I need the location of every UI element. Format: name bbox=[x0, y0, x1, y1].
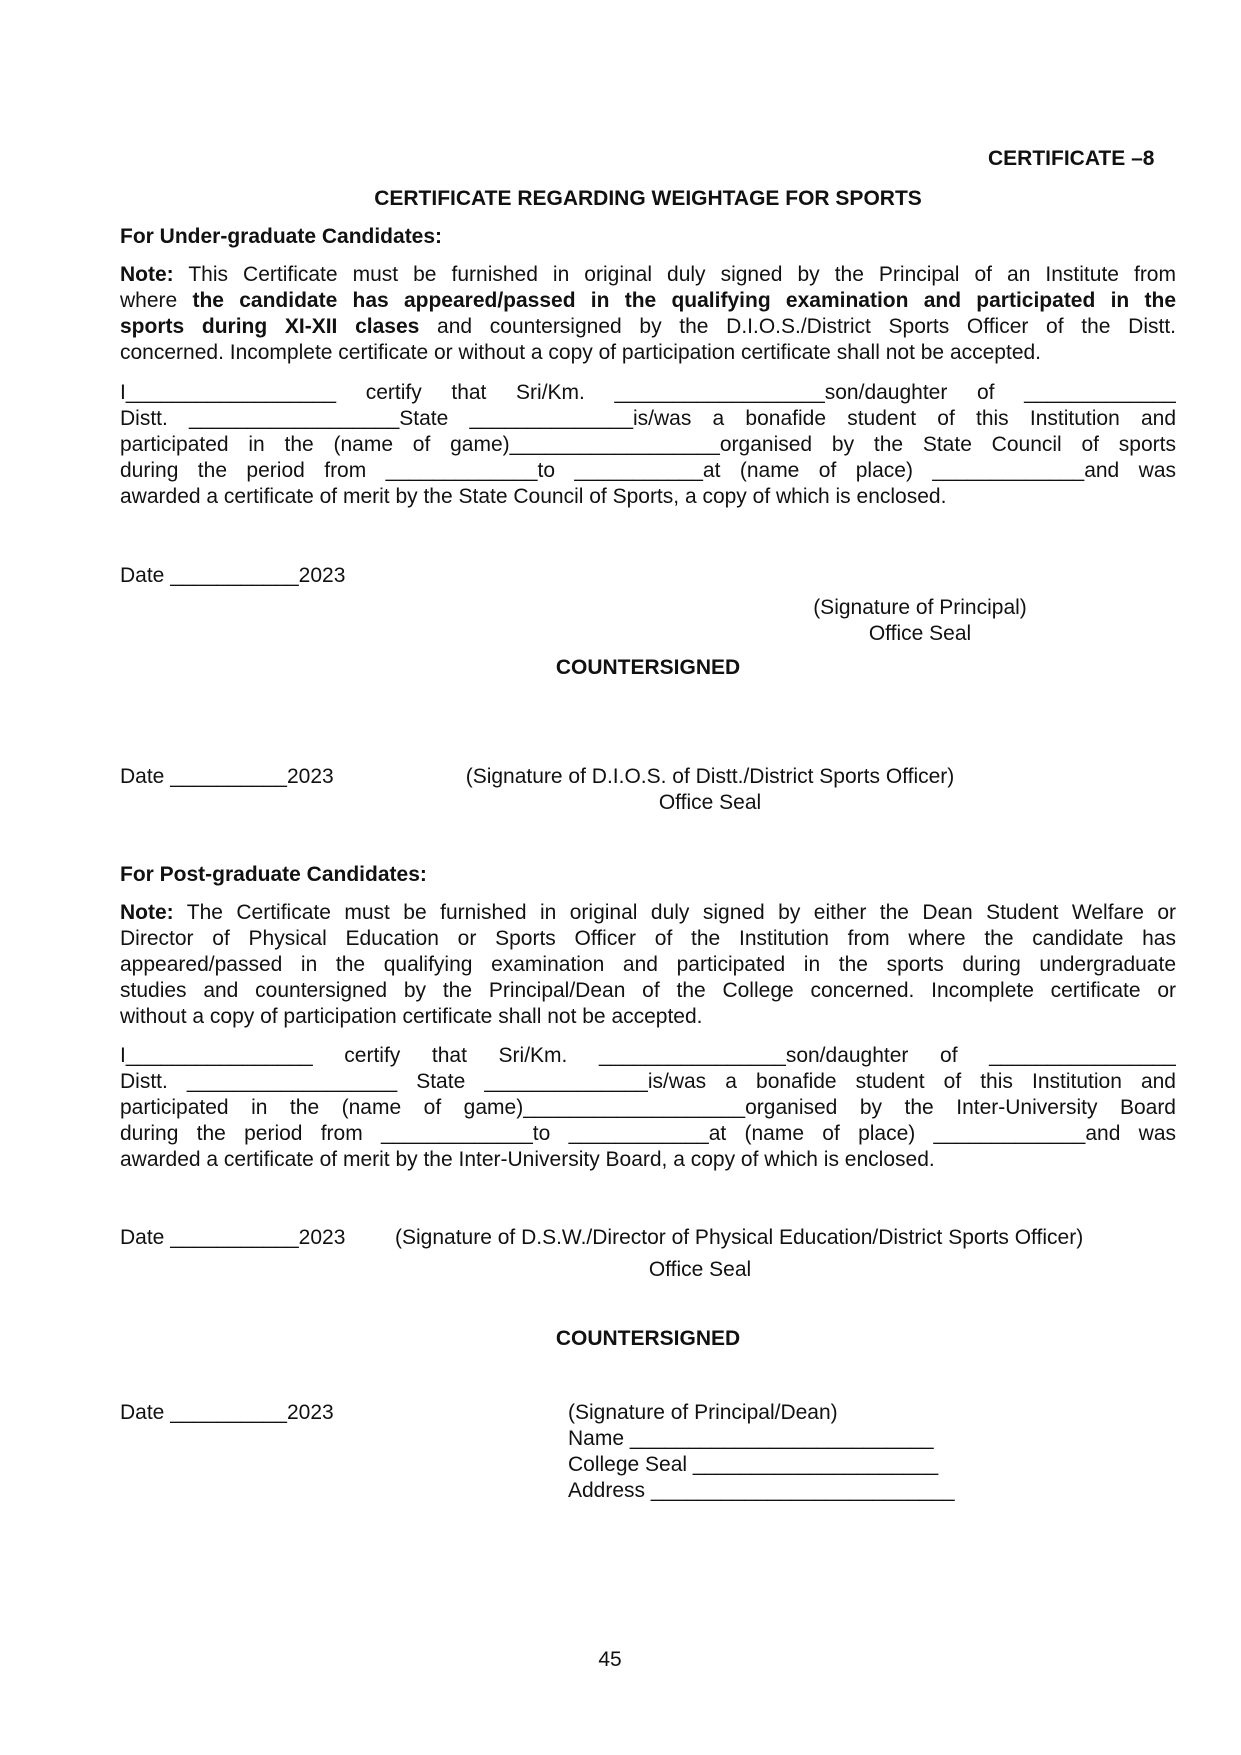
pg-form-line: I________________ certify that Sri/Km. ________________son/daughter of ________________ bbox=[120, 1044, 1176, 1067]
ug-office-seal-2: Office Seal bbox=[658, 791, 762, 814]
ug-note-text: where bbox=[120, 289, 178, 312]
ug-form-line: I__________________ certify that Sri/Km. __________________son/daughter of _____________ bbox=[120, 381, 1176, 404]
pg-form-line: awarded a certificate of merit by the Inter-University Board, a copy of which is enclosed. bbox=[120, 1148, 935, 1171]
ug-note-label: Note: bbox=[120, 263, 174, 286]
ug-form-line: awarded a certificate of merit by the State Council of Sports, a copy of which is enclosed. bbox=[120, 485, 947, 508]
pg-office-seal: Office Seal bbox=[648, 1258, 752, 1281]
pg-note bbox=[120, 900, 1176, 1030]
ug-note-text: and countersigned by the D.I.O.S./District Sports Officer of the Distt. bbox=[437, 315, 1176, 338]
ug-dios-signature: (Signature of D.I.O.S. of Distt./District Sports Officer) bbox=[465, 765, 955, 788]
pg-note-text: studies and countersigned by the Principal/Dean of the College concerned. Incomplete certificate or bbox=[120, 979, 1176, 1002]
pg-college-seal-field: College Seal _____________________ bbox=[568, 1453, 939, 1476]
ug-certification-form bbox=[120, 380, 1176, 510]
pg-name-field: Name __________________________ bbox=[568, 1427, 934, 1450]
ug-form-line: during the period from _____________to ___________at (name of place) _____________and was bbox=[120, 459, 1176, 482]
ug-form-line: participated in the (name of game)__________________organised by the State Council of sports bbox=[120, 433, 1176, 456]
pg-countersigned: COUNTERSIGNED bbox=[555, 1327, 741, 1350]
certificate-number: CERTIFICATE –8 bbox=[988, 147, 1155, 170]
ug-note-text: This Certificate must be furnished in original duly signed by the Principal of an Institute from bbox=[188, 263, 1176, 286]
page-number: 45 bbox=[598, 1648, 622, 1671]
ug-date-field-2: Date __________2023 bbox=[120, 765, 334, 788]
pg-heading: For Post-graduate Candidates: bbox=[120, 863, 427, 886]
ug-note-text: concerned. Incomplete certificate or without a copy of participation certificate shall not be accepted. bbox=[120, 341, 1042, 364]
pg-note-text: appeared/passed in the qualifying examination and participated in the sports during undergraduate bbox=[120, 953, 1176, 976]
page-title: CERTIFICATE REGARDING WEIGHTAGE FOR SPORTS bbox=[374, 187, 922, 210]
ug-note bbox=[120, 262, 1176, 366]
ug-form-line: Distt. __________________State ______________is/was a bonafide student of this Institution and bbox=[120, 407, 1176, 430]
pg-note-text: The Certificate must be furnished in original duly signed by either the Dean Student Welfare or bbox=[186, 901, 1176, 924]
ug-date-field: Date ___________2023 bbox=[120, 564, 346, 587]
pg-note-text: without a copy of participation certificate shall not be accepted. bbox=[120, 1005, 703, 1028]
pg-certification-form bbox=[120, 1043, 1176, 1173]
pg-principal-dean-signature: (Signature of Principal/Dean) bbox=[568, 1401, 838, 1424]
pg-note-text: Director of Physical Education or Sports Officer of the Institution from where the candidate has bbox=[120, 927, 1176, 950]
pg-date-field: Date ___________2023 bbox=[120, 1226, 346, 1249]
pg-form-line: Distt. __________________ State ______________is/was a bonafide student of this Institution and bbox=[120, 1070, 1176, 1093]
pg-address-field: Address __________________________ bbox=[568, 1479, 955, 1502]
ug-office-seal: Office Seal bbox=[868, 622, 972, 645]
ug-note-bold: the candidate has appeared/passed in the qualifying examination and participated in the bbox=[192, 289, 1176, 312]
pg-dsw-signature: (Signature of D.S.W./Director of Physical Education/District Sports Officer) bbox=[395, 1226, 1084, 1249]
ug-principal-signature: (Signature of Principal) bbox=[813, 596, 1027, 619]
ug-note-bold: sports during XI-XII clases bbox=[120, 315, 420, 338]
pg-form-line: during the period from _____________to ____________at (name of place) _____________and was bbox=[120, 1122, 1176, 1145]
pg-note-label: Note: bbox=[120, 901, 174, 924]
pg-date-field-2: Date __________2023 bbox=[120, 1401, 334, 1424]
pg-form-line: participated in the (name of game)___________________organised by the Inter-University Board bbox=[120, 1096, 1176, 1119]
ug-heading: For Under-graduate Candidates: bbox=[120, 225, 443, 248]
ug-countersigned: COUNTERSIGNED bbox=[555, 656, 741, 679]
